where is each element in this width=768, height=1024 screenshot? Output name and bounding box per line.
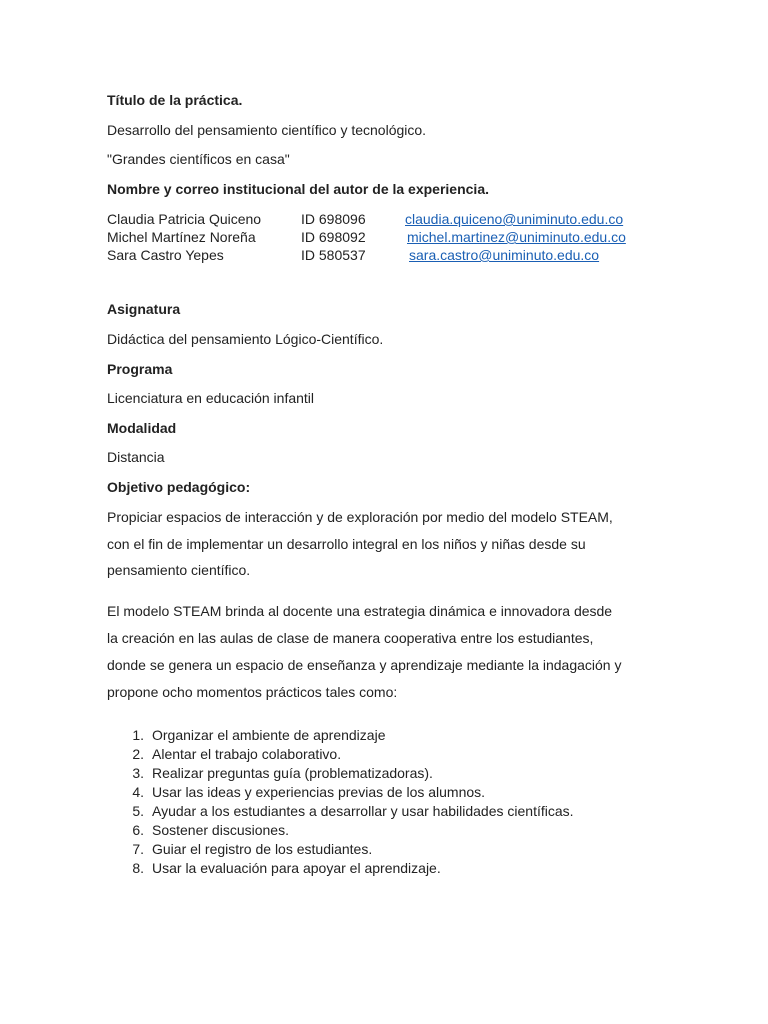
subject-heading: Asignatura bbox=[107, 301, 181, 317]
author-id: ID 698096 bbox=[301, 211, 366, 227]
list-item-number: 6. bbox=[132, 822, 144, 838]
steam-paragraph-line: donde se genera un espacio de enseñanza y aprendizaje mediante la indagación y bbox=[107, 657, 622, 673]
steam-paragraph-line: la creación en las aulas de clase de manera cooperativa entre los estudiantes, bbox=[107, 630, 594, 646]
list-item: Ayudar a los estudiantes a desarrollar y usar habilidades científicas. bbox=[152, 803, 574, 819]
objective-heading: Objetivo pedagógico: bbox=[107, 479, 251, 495]
author-email-link[interactable]: michel.martinez@uniminuto.edu.co bbox=[407, 229, 626, 245]
list-item: Sostener discusiones. bbox=[152, 822, 289, 838]
list-item: Usar las ideas y experiencias previas de los alumnos. bbox=[152, 784, 486, 800]
objective-line: con el fin de implementar un desarrollo integral en los niños y niñas desde su bbox=[107, 536, 586, 552]
modality-value: Distancia bbox=[107, 449, 165, 465]
title-line-2: "Grandes científicos en casa" bbox=[107, 151, 290, 167]
author-email-link[interactable]: claudia.quiceno@uniminuto.edu.co bbox=[405, 211, 624, 227]
list-item-number: 4. bbox=[132, 784, 144, 800]
program-value: Licenciatura en educación infantil bbox=[107, 390, 315, 406]
objective-line: Propiciar espacios de interacción y de exploración por medio del modelo STEAM, bbox=[107, 509, 613, 525]
objective-line: pensamiento científico. bbox=[107, 562, 251, 578]
author-email-link[interactable]: sara.castro@uniminuto.edu.co bbox=[409, 247, 600, 263]
title-heading: Título de la práctica. bbox=[107, 92, 243, 108]
subject-value: Didáctica del pensamiento Lógico-Científico. bbox=[107, 331, 384, 347]
author-name: Michel Martínez Noreña bbox=[107, 229, 256, 245]
list-item-number: 5. bbox=[132, 803, 144, 819]
author-id: ID 698092 bbox=[301, 229, 366, 245]
program-heading: Programa bbox=[107, 361, 173, 377]
list-item: Guiar el registro de los estudiantes. bbox=[152, 841, 373, 857]
modality-heading: Modalidad bbox=[107, 420, 177, 436]
list-item-number: 3. bbox=[132, 765, 144, 781]
authors-heading: Nombre y correo institucional del autor de la experiencia. bbox=[107, 181, 489, 197]
author-name: Sara Castro Yepes bbox=[107, 247, 224, 263]
list-item-number: 1. bbox=[132, 727, 144, 743]
title-line-1: Desarrollo del pensamiento científico y tecnológico. bbox=[107, 122, 427, 138]
list-item-number: 7. bbox=[132, 841, 144, 857]
list-item-number: 8. bbox=[132, 860, 144, 876]
steam-paragraph-line: El modelo STEAM brinda al docente una estrategia dinámica e innovadora desde bbox=[107, 603, 613, 619]
list-item: Usar la evaluación para apoyar el aprendizaje. bbox=[152, 860, 441, 876]
list-item: Alentar el trabajo colaborativo. bbox=[152, 746, 342, 762]
list-item: Organizar el ambiente de aprendizaje bbox=[152, 727, 386, 743]
list-item-number: 2. bbox=[132, 746, 144, 762]
author-id: ID 580537 bbox=[301, 247, 366, 263]
steam-paragraph-line: propone ocho momentos prácticos tales como: bbox=[107, 684, 398, 700]
author-name: Claudia Patricia Quiceno bbox=[107, 211, 262, 227]
list-item: Realizar preguntas guía (problematizadoras). bbox=[152, 765, 433, 781]
